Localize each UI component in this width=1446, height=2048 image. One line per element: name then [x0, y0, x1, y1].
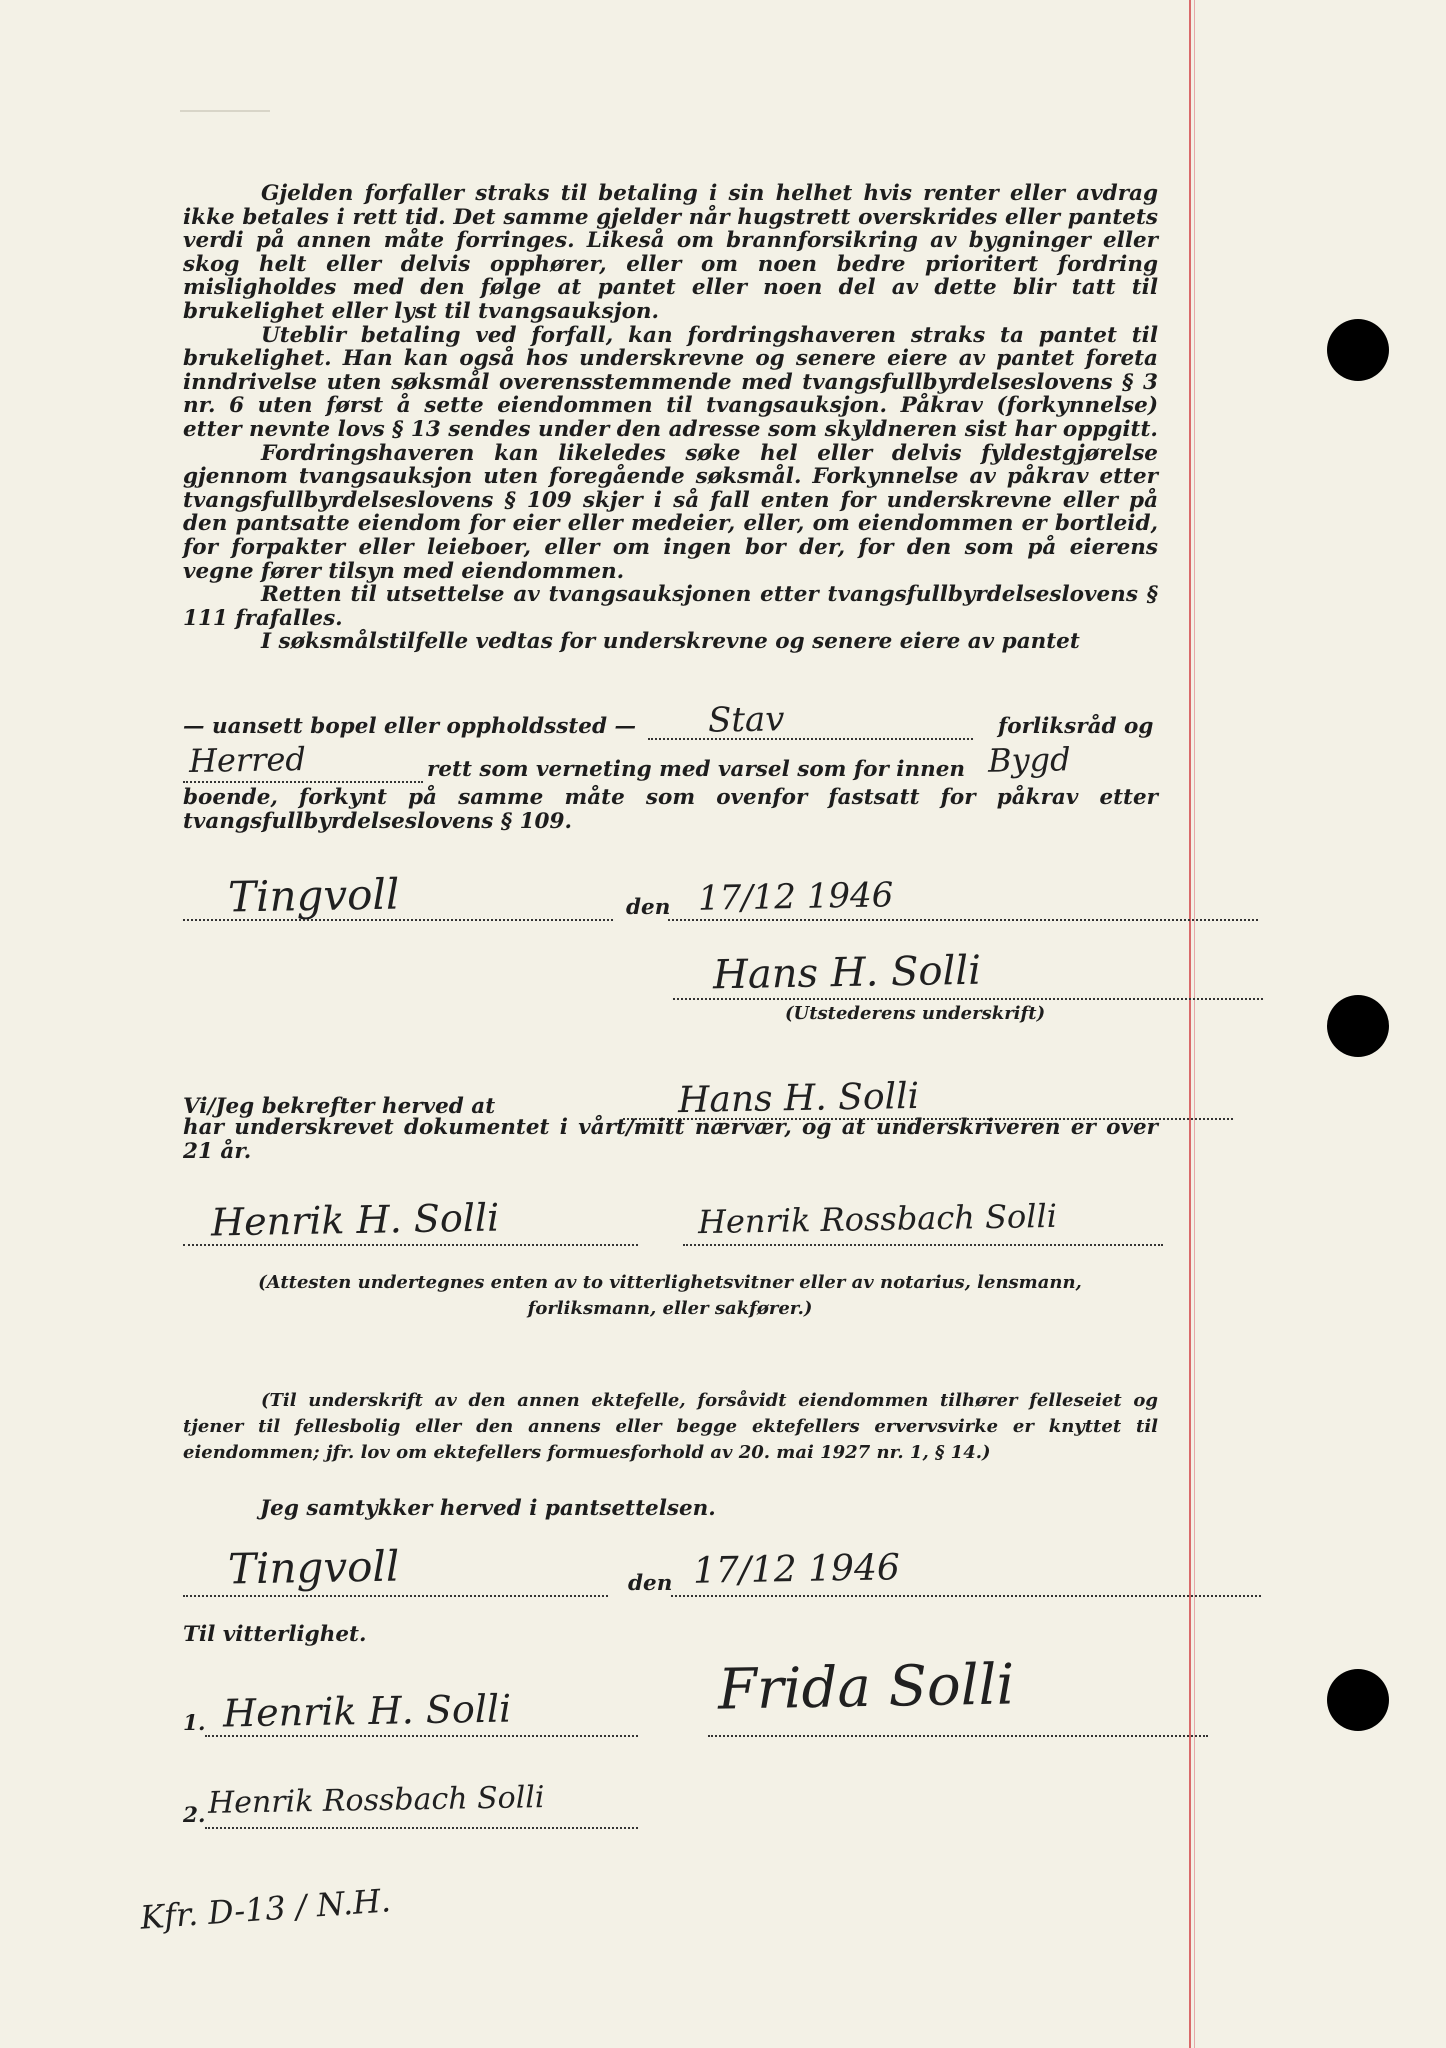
- consent-text: Jeg samtykker herved i pantsettelsen.: [260, 1496, 716, 1521]
- dotted-line: [683, 1244, 1163, 1246]
- faint-mark: [180, 110, 270, 112]
- spouse-witness-1-signature: Henrik H. Solli: [222, 1686, 512, 1736]
- witness-row-1: [183, 1652, 1158, 1736]
- witness-line: [183, 1195, 1158, 1245]
- witness-number: 1.: [183, 1711, 206, 1736]
- terms-text: [183, 182, 1158, 654]
- issuer-signature-line: [183, 947, 1158, 999]
- venue-line-1: [183, 699, 1158, 742]
- til-vitterlighet-label: Til vitterlighet.: [183, 1622, 367, 1647]
- margin-line-secondary: [1194, 0, 1195, 2048]
- den-label: den: [628, 1571, 673, 1596]
- spouse-note: [183, 1388, 1158, 1466]
- confirm-text-2: [183, 1116, 1158, 1163]
- venue-prefix: — uansett bopel eller oppholdssted —: [183, 714, 636, 739]
- punch-hole-top: [1327, 319, 1389, 381]
- paragraph-auction: Fordringshaveren kan likeledes søke hel eller delvis fyldestgjørelse gjennom tvangsauksjon uten foregående søksmål. Forkynnelse av påkrav etter tvangsfullbyrdelseslovens § 109 skjer i så fall enten for underskrevne eller på den pantsatte eiendom for eier eller medeier, eller, om eiendommen er bortleid, for forpakter eller leieboer, eller om ingen bor der, for den som på eierens vegne fører tilsyn med eiendommen.: [183, 440, 1158, 584]
- paragraph-lawsuit: I søksmålstilfelle vedtas for underskrevne og senere eiere av pantet: [261, 629, 1080, 655]
- confirm-text-2-content: har underskrevet dokumentet i vårt/mitt nærvær, og at underskriveren er over 21 år.: [183, 1115, 1158, 1164]
- dotted-line: [183, 1244, 638, 1246]
- signature-caption: (Utstederens underskrift): [785, 1003, 1046, 1024]
- issue-date-handwritten: 17/12 1946: [697, 875, 894, 919]
- dotted-line: [668, 919, 1258, 921]
- footer-handwritten-note: Kfr. D-13 / N.H.: [138, 1881, 393, 1937]
- spouse-date-handwritten: 17/12 1946: [692, 1547, 901, 1592]
- witness-1-signature: Henrik H. Solli: [210, 1195, 500, 1245]
- confirm-name-handwritten: Hans H. Solli: [677, 1075, 920, 1122]
- venue-line-2: [183, 739, 1158, 785]
- spouse-note-text: (Til underskrift av den annen ektefelle, forsåvidt eiendommen tilhører felleseiet og tjener til fellesbolig eller den annens eller begge ektefellers ervervsvirke er knyttet til eiendommen; jfr. lov om ektefellers formuesforhold av 20. mai 1927 nr. 1, § 14.): [183, 1390, 1158, 1463]
- spouse-witness-2-signature: Henrik Rossbach Solli: [207, 1780, 545, 1821]
- dotted-line: [708, 1735, 1208, 1737]
- attest-note: (Attesten undertegnes enten av to vitterlighetsvitner eller av notarius, lensmann, forliksmann, eller sakfører.): [258, 1272, 1082, 1319]
- bygd-handwritten: Bygd: [987, 740, 1071, 780]
- venue-tail: [183, 786, 1158, 833]
- venue-suffix: forliksråd og: [998, 714, 1154, 739]
- punch-hole-middle: [1327, 995, 1389, 1057]
- herred-handwritten: Herred: [188, 739, 307, 781]
- den-label: den: [626, 895, 671, 920]
- spouse-signature: Frida Solli: [717, 1652, 1015, 1723]
- issue-place-handwritten: Tingvoll: [227, 869, 400, 922]
- issue-date-line: [183, 869, 1158, 923]
- witness-number: 2.: [183, 1803, 206, 1828]
- paragraph-default: Gjelden forfaller straks til betaling i sin helhet hvis renter eller avdrag ikke betales i rett tid. Det samme gjelder når hugstrett overskrides eller pantets verdi på annen måte forringes. Likeså om brannforsikring av bygninger eller skog helt eller delvis opphører, eller om noen bedre prioritert fordring misligholdes med den følge at pantet eller noen del av dette blir tatt til brukelighet eller lyst til tvangsauksjon.: [183, 181, 1158, 324]
- spouse-place-handwritten: Tingvoll: [227, 1541, 400, 1594]
- witness-2-signature: Henrik Rossbach Solli: [697, 1196, 1058, 1242]
- issuer-signature: Hans H. Solli: [712, 947, 982, 999]
- dotted-line: [671, 1595, 1261, 1597]
- paragraph-deferral: Retten til utsettelse av tvangsauksjonen etter tvangsfullbyrdelseslovens § 111 frafalles.: [183, 582, 1158, 631]
- paragraph-payment: Uteblir betaling ved forfall, kan fordringshaveren straks ta pantet til brukelighet. Han kan også hos underskrevne og senere eiere av pantet foreta inndrivelse uten søksmål overensstemmende med tvangsfullbyrdelseslovens § 3 nr. 6 uten først å sette eiendommen til tvangsauksjon. Påkrav (forkynnelse) etter nevnte lovs § 13 sendes under den adresse som skyldneren sist har oppgitt.: [183, 322, 1158, 442]
- dotted-line: [648, 738, 973, 740]
- dotted-line: [183, 1595, 608, 1597]
- dotted-line: [183, 781, 423, 783]
- punch-hole-bottom: [1327, 1669, 1389, 1731]
- spouse-date-line: [183, 1541, 1158, 1597]
- witness-row-2: [183, 1780, 1158, 1828]
- confirm-text: Vi/Jeg bekrefter herved at: [183, 1094, 496, 1119]
- venue-tail-text: boende, forkynt på samme måte som ovenfor fastsatt for påkrav etter tvangsfullbyrdelseslovens § 109.: [183, 785, 1158, 834]
- margin-line: [1189, 0, 1191, 2048]
- venue-middle: rett som verneting med varsel som for innen: [427, 757, 966, 782]
- court-handwritten: Stav: [707, 699, 785, 741]
- dotted-line: [205, 1735, 638, 1737]
- dotted-line: [673, 998, 1263, 1000]
- dotted-line: [205, 1827, 638, 1829]
